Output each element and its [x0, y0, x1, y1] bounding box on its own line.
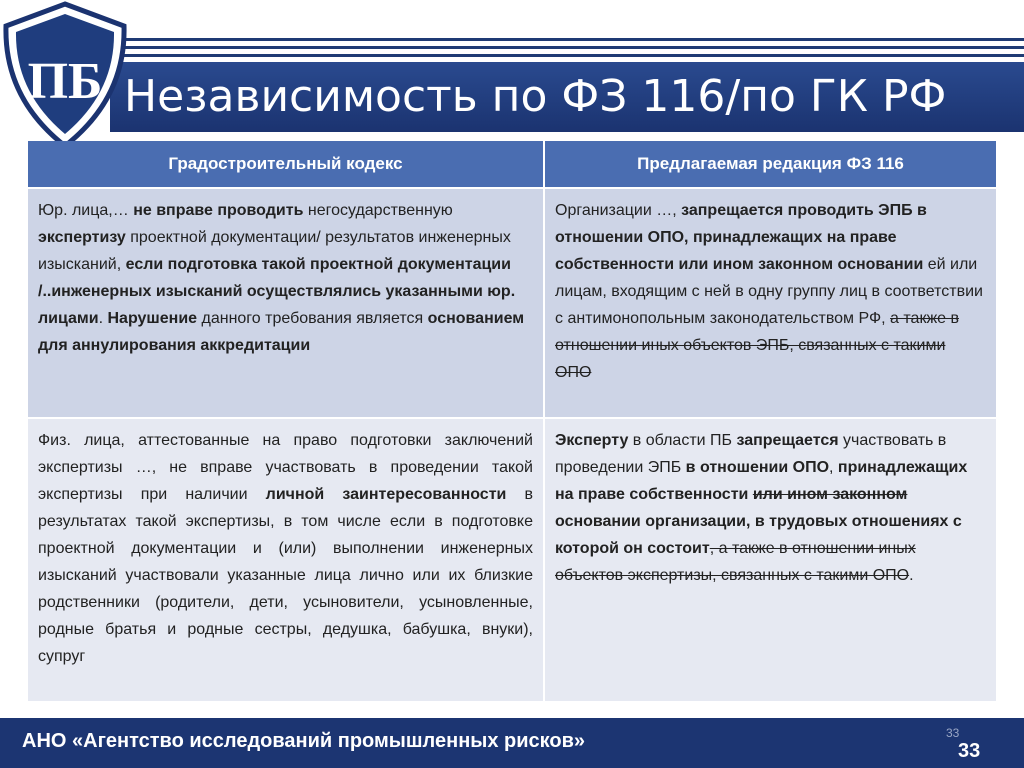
text-run: в области ПБ [628, 432, 737, 449]
cell-row1-gk [28, 189, 543, 417]
bold-text: в отношении ОПО [685, 459, 830, 476]
text-run: проектной документации/ результатов инженерных изысканий, [38, 229, 511, 273]
cell-row2-gk [28, 419, 543, 701]
text-run: , [829, 459, 838, 476]
bold-text: Эксперту [555, 432, 629, 449]
text-run: в результатах такой экспертизы, в том числе если в подготовке проектной документации и (или) выполнении инженерных изысканий участвовали указанные лица лично или их близкие родственники (родители, дети, усыновители, усыновленные, родные братья и родные сестры, дедушка, бабушка, внуки), супруг [38, 486, 533, 665]
struck-text: или ином законном [752, 486, 908, 503]
column-header-fz116: Предлагаемая редакция ФЗ 116 [545, 141, 996, 187]
text-run: Организации …, [555, 202, 682, 219]
text-run: участвовать в проведении ЭПБ [555, 432, 947, 476]
comparison-table [28, 141, 996, 701]
struck-text: а также в отношении иных объектов ЭПБ, связанных с такими ОПО [555, 310, 959, 381]
bold-text: личной заинтересованности [265, 486, 507, 503]
text-run: . [98, 310, 108, 327]
bold-text: запрещается [736, 432, 839, 449]
page-number: 33 [958, 740, 981, 762]
shield-logo-icon [0, 0, 130, 150]
text-run: негосударственную [303, 202, 453, 219]
bold-text: основанием для аннулирования аккредитации [38, 310, 525, 354]
text-run: данного требования является [197, 310, 428, 327]
column-header-gk: Градостроительный кодекс [28, 141, 543, 187]
bold-text: Нарушение [107, 310, 198, 327]
bold-text: если подготовка такой проектной документации /..инженерных изысканий осуществлялись указанными юр. лицами [38, 256, 516, 327]
struck-text: , а также в отношении иных объектов экспертизы, связанных с такими ОПО [555, 540, 916, 584]
bold-text: запрещается проводить ЭПБ в отношении ОПО, принадлежащих на праве собственности или ином законном основании [555, 202, 927, 273]
cell-row1-fz116 [545, 189, 996, 417]
page-number-small: 33 [946, 726, 960, 740]
text-run: ей или лицам, входящим с ней в одну группу лиц в соответствии с антимонопольным законодательством РФ, [555, 256, 983, 327]
cell-row2-fz116 [545, 419, 996, 701]
bold-text: не вправе проводить [133, 202, 304, 219]
bold-text: основании организации, в трудовых отношениях с которой он состоит [555, 513, 962, 557]
footer-org-name: АНО «Агентство исследований промышленных рисков» [22, 730, 586, 752]
text-run: Физ. лица, аттестованные на право подготовки заключений экспертизы …, не вправе участвовать в проведении такой экспертизы при наличии [38, 432, 533, 503]
bold-text: принадлежащих на праве собственности [555, 459, 968, 503]
footer-bar [0, 718, 1024, 768]
page-title: Независимость по ФЗ 116/по ГК РФ [124, 71, 947, 122]
logo-text: ПБ [27, 53, 103, 110]
bold-text: экспертизу [38, 229, 126, 246]
text-run: Юр. лица,… [38, 202, 134, 219]
text-run: . [909, 567, 914, 584]
